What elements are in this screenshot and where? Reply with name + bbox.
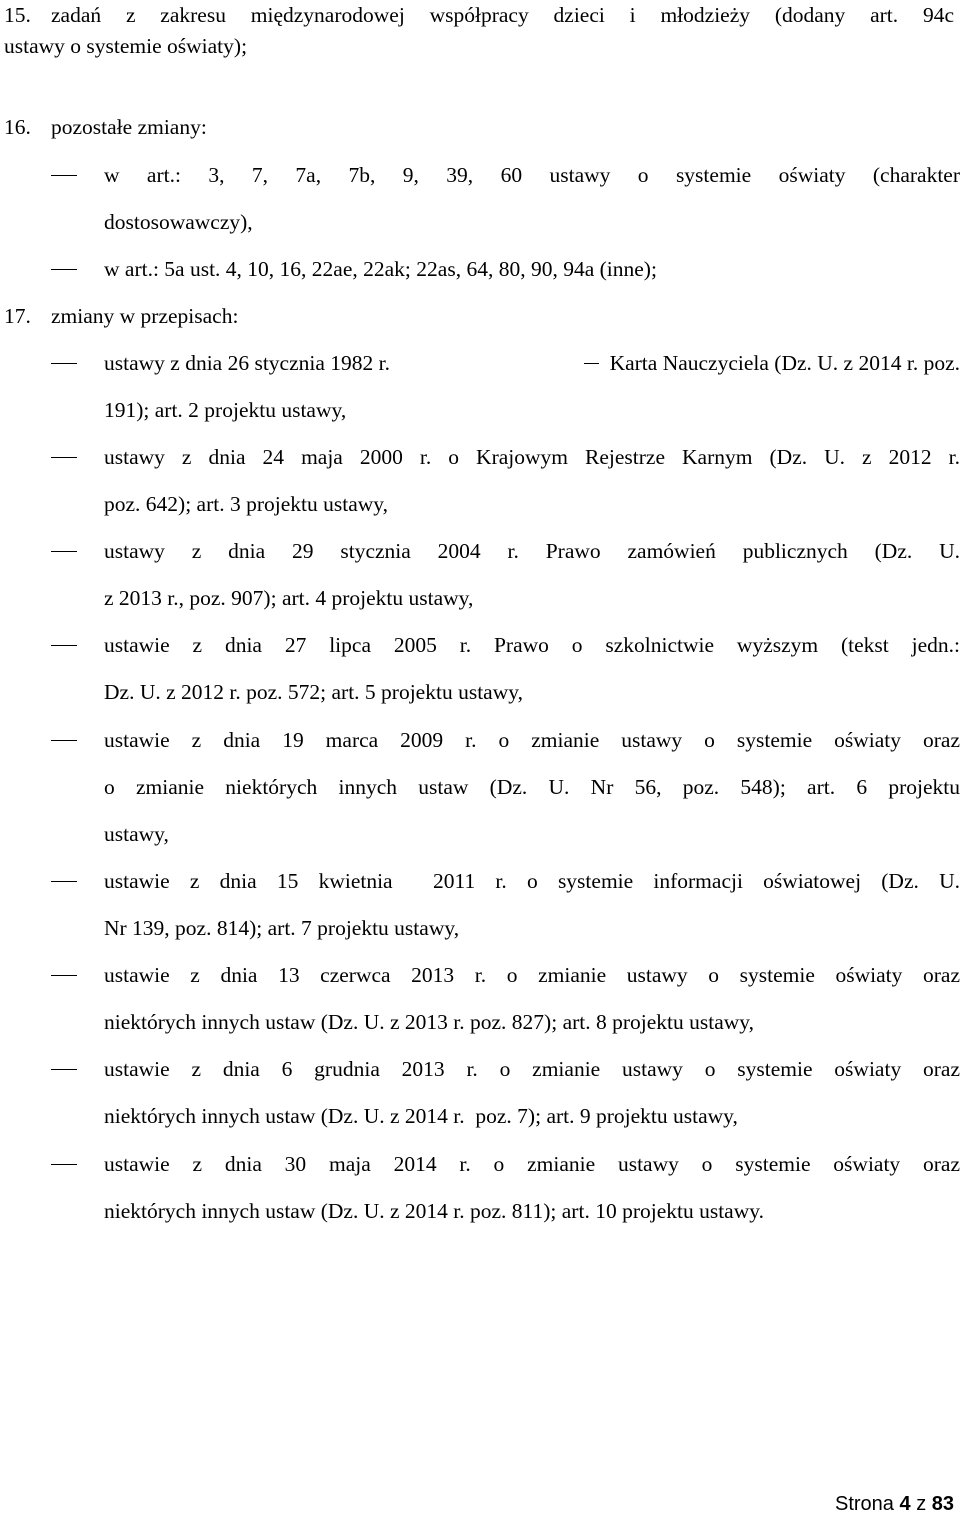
sub-item-text-continuation: o zmianie niektórych innych ustaw (Dz. U. Nr 56, poz. 548); art. 6 projektu xyxy=(104,775,960,799)
dash-bullet xyxy=(51,881,77,882)
list-item-16 xyxy=(0,107,954,147)
sub-item-text-continuation: Dz. U. z 2012 r. poz. 572; art. 5 projektu ustawy, xyxy=(104,680,523,704)
sub-item-text: ustawy z dnia 24 maja 2000 r. o Krajowym Rejestrze Karnym (Dz. U. z 2012 r. xyxy=(104,445,960,469)
sub-item-text-part: Karta Nauczyciela (Dz. U. z 2014 r. poz. xyxy=(584,340,960,387)
sub-item-text: ustawie z dnia 19 marca 2009 r. o zmianie ustawy o systemie oświaty oraz xyxy=(104,728,960,752)
dash-bullet xyxy=(51,269,77,270)
sub-item-text-continuation: poz. 642); art. 3 projektu ustawy, xyxy=(104,492,389,516)
sub-item-text-continuation: 191); art. 2 projektu ustawy, xyxy=(104,398,347,422)
sub-item-text: w art.: 5a ust. 4, 10, 16, 22ae, 22ak; 22as, 64, 80, 90, 94a (inne); xyxy=(104,257,657,281)
sub-item-text-continuation: ustawy, xyxy=(104,822,169,846)
sub-item-text-continuation: niektórych innych ustaw (Dz. U. z 2014 r. poz. 811); art. 10 projektu ustawy. xyxy=(104,1199,764,1223)
dash-bullet xyxy=(51,551,77,552)
item-number: 17. xyxy=(4,304,31,328)
dash-bullet xyxy=(51,740,77,741)
item-number: 16. xyxy=(4,115,31,139)
footer-label: Strona xyxy=(835,1493,894,1515)
sub-item-text-part: ustawy z dnia 26 stycznia 1982 r. xyxy=(104,351,391,375)
dash-bullet xyxy=(51,363,77,364)
dash-bullet xyxy=(584,363,599,364)
list-item-17 xyxy=(0,293,954,340)
sub-item-text: ustawie z dnia 30 maja 2014 r. o zmianie ustawy o systemie oświaty oraz xyxy=(104,1152,960,1176)
footer-page-number: 4 xyxy=(899,1493,911,1515)
dash-bullet xyxy=(51,645,77,646)
list-item-15 xyxy=(0,0,954,96)
dash-bullet xyxy=(51,175,77,176)
item-text-continuation: ustawy o systemie oświaty); xyxy=(4,34,248,58)
item-text: zmiany w przepisach: xyxy=(51,304,239,328)
footer-total-pages: 83 xyxy=(931,1493,954,1515)
dash-bullet xyxy=(51,1164,77,1165)
item-text: pozostałe zmiany: xyxy=(51,115,207,139)
sub-item-text xyxy=(104,340,960,387)
item-text: zadań z zakresu międzynarodowej współpracy dzieci i młodzieży (dodany art. 94c xyxy=(51,3,954,27)
sub-item-text: ustawie z dnia 27 lipca 2005 r. Prawo o szkolnictwie wyższym (tekst jedn.: xyxy=(104,633,960,657)
sub-item-text-continuation: niektórych innych ustaw (Dz. U. z 2013 r. poz. 827); art. 8 projektu ustawy, xyxy=(104,1010,755,1034)
sub-item-text: ustawie z dnia 6 grudnia 2013 r. o zmianie ustawy o systemie oświaty oraz xyxy=(104,1057,960,1081)
sub-item-text-continuation: Nr 139, poz. 814); art. 7 projektu ustawy, xyxy=(104,916,460,940)
dash-bullet xyxy=(51,1069,77,1070)
sub-item-text: ustawy z dnia 29 stycznia 2004 r. Prawo zamówień publicznych (Dz. U. xyxy=(104,539,960,563)
footer-separator: z xyxy=(916,1493,927,1515)
sub-item-text: ustawie z dnia 13 czerwca 2013 r. o zmianie ustawy o systemie oświaty oraz xyxy=(104,963,960,987)
sub-item-text-continuation: z 2013 r., poz. 907); art. 4 projektu ustawy, xyxy=(104,586,474,610)
sub-item-text-continuation: niektórych innych ustaw (Dz. U. z 2014 r. poz. 7); art. 9 projektu ustawy, xyxy=(104,1104,738,1128)
item-number: 15. xyxy=(4,3,31,27)
dash-bullet xyxy=(51,975,77,976)
sub-item-text: w art.: 3, 7, 7a, 7b, 9, 39, 60 ustawy o systemie oświaty (charakter xyxy=(104,163,960,187)
dash-bullet xyxy=(51,457,77,458)
page-footer xyxy=(835,1490,954,1518)
sub-item-text-continuation: dostosowawczy), xyxy=(104,210,253,234)
sub-item-text: ustawie z dnia 15 kwietnia 2011 r. o systemie informacji oświatowej (Dz. U. xyxy=(104,869,960,893)
